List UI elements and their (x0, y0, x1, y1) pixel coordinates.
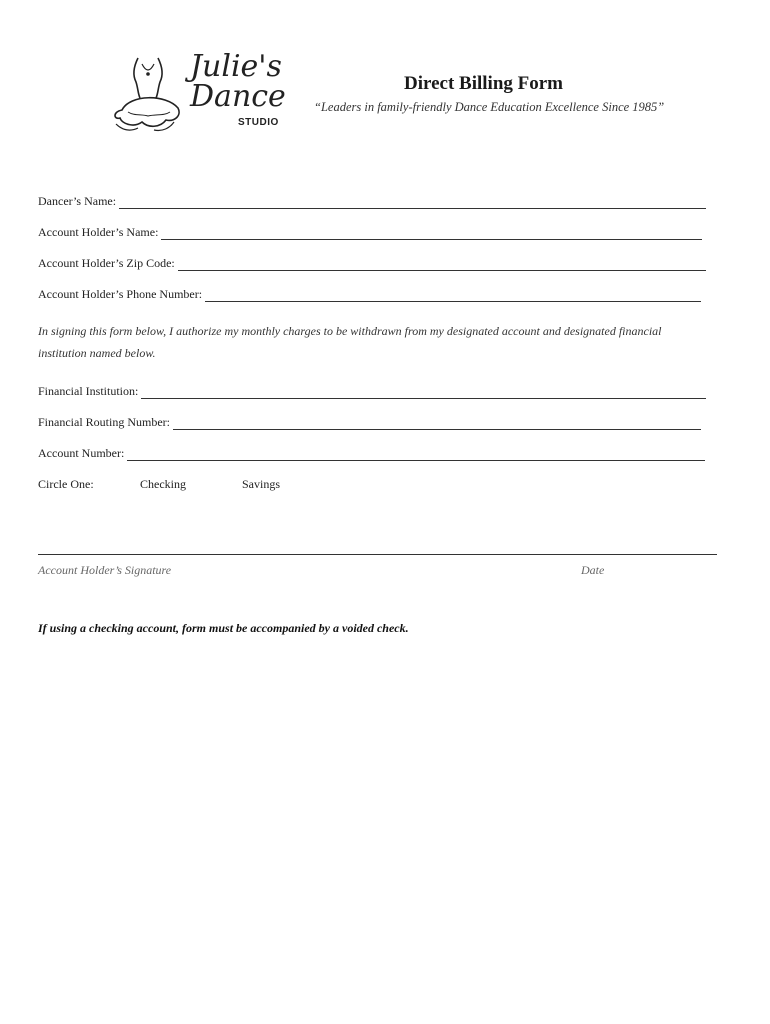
routing-number-label: Financial Routing Number: (38, 415, 170, 429)
phone-number-field (38, 287, 701, 302)
date-label: Date (581, 563, 605, 577)
account-holder-name-input-line[interactable] (161, 227, 702, 240)
studio-logo (108, 50, 288, 140)
zip-code-label: Account Holder’s Zip Code: (38, 256, 175, 270)
page-title: Direct Billing Form (404, 73, 564, 94)
phone-number-input-line[interactable] (205, 289, 701, 302)
tagline: “Leaders in family-friendly Dance Education Excellence Since 1985” (314, 100, 665, 114)
zip-code-input-line[interactable] (178, 258, 706, 271)
signature-line[interactable] (38, 554, 717, 555)
logo-text-studio: STUDIO (238, 117, 279, 128)
zip-code-field (38, 256, 706, 271)
logo-text-dance: Dance (190, 79, 286, 114)
circle-one-label: Circle One: (38, 477, 94, 491)
dancer-name-label: Dancer’s Name: (38, 194, 117, 208)
authorization-text (38, 320, 718, 364)
checking-option[interactable]: Checking (140, 477, 186, 491)
logo-text-julies: Julie's (190, 49, 282, 84)
authorization-line-2: institution named below. (38, 346, 156, 360)
account-holder-name-label: Account Holder’s Name: (38, 225, 159, 239)
savings-option[interactable]: Savings (242, 477, 281, 491)
financial-institution-input-line[interactable] (141, 386, 706, 399)
account-number-field (38, 446, 705, 461)
account-number-label: Account Number: (38, 446, 125, 460)
financial-institution-label: Financial Institution: (38, 384, 139, 398)
dancer-name-field (38, 194, 706, 209)
dancer-name-input-line[interactable] (119, 196, 706, 209)
authorization-line-1: In signing this form below, I authorize my monthly charges to be withdrawn from my designated account and designated financial (38, 324, 662, 338)
phone-number-label: Account Holder’s Phone Number: (38, 287, 203, 301)
account-number-input-line[interactable] (127, 448, 705, 461)
financial-institution-field (38, 384, 706, 399)
routing-number-input-line[interactable] (173, 417, 701, 430)
routing-number-field (38, 415, 701, 430)
signature-label: Account Holder’s Signature (38, 563, 172, 577)
voided-check-notice: If using a checking account, form must be accompanied by a voided check. (38, 621, 409, 635)
account-holder-name-field (38, 225, 702, 240)
